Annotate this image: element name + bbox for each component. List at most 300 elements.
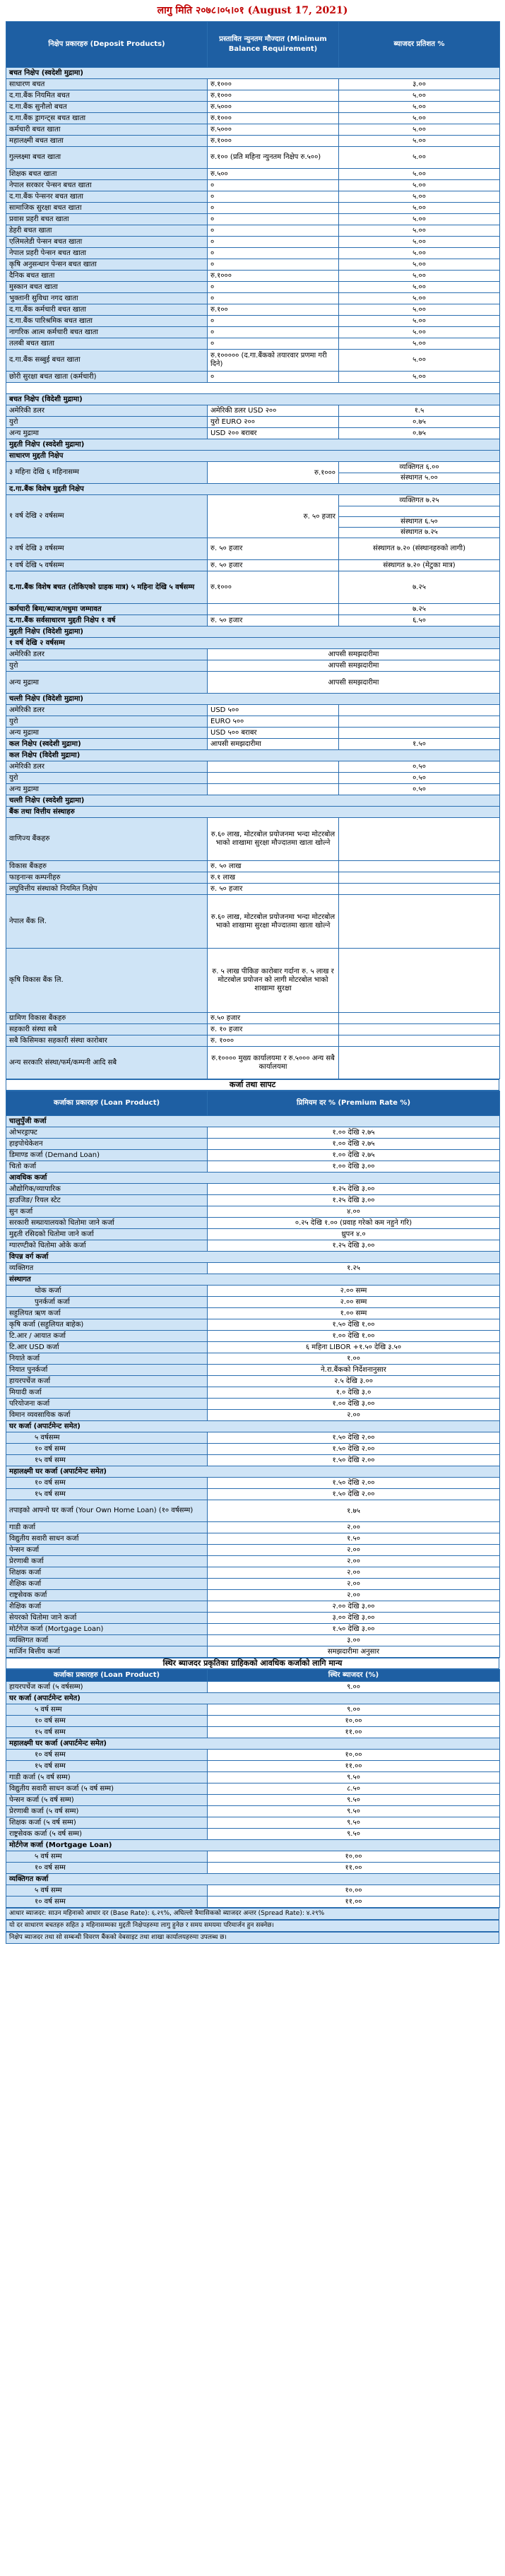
product-name: मियादी कर्जा [6,1387,208,1399]
product-name: हाउजिङ/ रियल स्टेट [6,1195,208,1206]
product-name: हायरपर्चेज कर्जा [6,1376,208,1387]
loan-row [6,1489,500,1500]
deposit-row [6,495,500,538]
rate-value: ५.०० [339,338,500,350]
product-name: १० वर्ष सम्म [6,1478,208,1489]
deposit-row [6,248,500,259]
rate-value: २.०० [208,1579,500,1590]
deposit-row [6,1024,500,1035]
product-name: डेहरी बचत खाता [6,225,208,237]
rate-value: ५.०० [339,214,500,225]
rate-value: १.२५ [208,1263,500,1274]
rate-value: संस्थागत ७.२० (संस्थानहरुको लागी) [339,538,500,560]
loan-row [6,1139,500,1150]
loan-row [6,1240,500,1252]
rate-value: समझदारीमा अनुसार [208,1646,500,1658]
deposit-row [6,304,500,316]
deposit-rates-table [6,21,500,1079]
rate-value: १.५० देखि ३.०० [208,1624,500,1635]
fixed-rate-row [6,1885,500,1897]
deposit-row [6,102,500,113]
product-name: अन्य सरकारि संस्था/फर्म/कम्पनी आदि सबै [6,1047,208,1079]
product-name: ५ वर्ष सम्म [6,1704,208,1716]
section-heading: बैंक तथा वित्तीय संस्थाहरु [6,807,500,818]
rate-value: २.०० देखि ३.०० [208,1601,500,1613]
min-balance: ० [208,203,339,214]
blank-row [6,383,500,394]
deposit-row [6,136,500,147]
rate-value: २.०० सम्म [208,1297,500,1308]
loan-row [6,1218,500,1229]
rate-value: १.५० देखि २.०० [208,1489,500,1500]
product-name: विद्युतीय सवारी साधन कर्जा [6,1533,208,1545]
deposit-row [6,761,500,773]
rate-value: ३.०० देखि ३.०० [208,1613,500,1624]
product-name: १० वर्ष सम्म [6,1897,208,1908]
col-premium-rate: प्रिमियम दर % (Premium Rate %) [208,1091,500,1116]
rate-value: ५.०० [339,316,500,327]
min-balance: USD ५०० [208,705,339,716]
rate-value: ०.५० [339,773,500,784]
min-balance: रु. ५ लाख पीकिङ कारोबार गर्दाना रु. ५ लाख र मोटरबोल प्रयोजन को लागी मोटरबोल भाको शाखामा सुरक्षा [208,949,339,1013]
section-heading: मुद्दती निक्षेप (विदेशी मुद्रामा) [6,627,500,638]
deposit-row [6,615,500,627]
min-balance: रु.१००० [208,113,339,124]
product-name: वाणिज्य बैंकहरु [6,818,208,861]
product-name: मोर्टगेज कर्जा (Mortgage Loan) [6,1624,208,1635]
fixed-rate-row [6,1897,500,1908]
deposit-row [6,560,500,571]
rate-value [339,884,500,895]
product-name: १० वर्ष सम्म [6,1716,208,1727]
rate-value [339,1013,500,1024]
rate-value: २.०० [208,1522,500,1533]
deposit-row [6,705,500,716]
product-name: महालक्ष्मी बचत खाता [6,136,208,147]
min-balance: रु.१०००० मुख्य कार्यालयमा र रु.५००० अन्य सबै कार्यालयमा [208,1047,339,1079]
section-heading: घर कर्जा (अपार्टमेन्ट समेत) [6,1421,500,1432]
product-name: थोक कर्जा [6,1286,208,1297]
section-heading: व्यक्तिगत कर्जा [6,1874,500,1885]
loan-row [6,1545,500,1556]
min-balance: रु. ५० लाख [208,861,339,872]
rate-value: ५.०० [339,136,500,147]
rate-value [339,716,500,728]
product-name: १५ वर्ष सम्म [6,1761,208,1772]
loan-row [6,1646,500,1658]
loan-row [6,1432,500,1444]
min-balance: रु.६० लाख, मोटरबोल प्रयोजनमा भन्दा मोटरबोल भाको शाखामा सुरक्षा मौज्दातमा खाता खोल्ने [208,895,339,949]
deposit-row [6,79,500,90]
rate-value: ९.५० [208,1806,500,1817]
rate-value: १.५० [208,1533,500,1545]
min-balance: ० [208,214,339,225]
rate-value: थ्रुपन ४.० [208,1229,500,1240]
loan-row [6,1444,500,1455]
product-name: प्रेरणाबी कर्जा [6,1556,208,1567]
product-name: युरो [6,716,208,728]
deposit-row [6,949,500,1013]
product-name: कृषि विकास बैंक लि. [6,949,208,1013]
min-balance: ० [208,338,339,350]
rate-value: ५.०० [339,304,500,316]
col-fixed-loan-product: कर्जाका प्रकारहरु (Loan Product) [6,1670,208,1682]
loan-row [6,1376,500,1387]
product-name: सबै किसिमका सहकारी संस्था कारोबार [6,1035,208,1047]
rate-value: आपसी समझदारीमा [208,672,500,694]
loan-premium-table [6,1091,500,1658]
min-balance: रु. १००० [208,1035,339,1047]
section-heading: बचत निक्षेप (स्वदेशी मुद्रामा) [6,68,500,79]
loan-row [6,1533,500,1545]
rate-value: ०.५० [339,784,500,795]
product-name: भुक्तानी सुविधा नगद खाता [6,293,208,304]
deposit-row [6,649,500,660]
section-heading: कल निक्षेप (विदेशी मुद्रामा) [6,750,500,761]
section-heading: संस्थागत [6,1274,500,1286]
rate-value [339,949,500,1013]
deposit-row [6,462,500,484]
product-name: पेन्सन कर्जा [6,1545,208,1556]
deposit-row [6,694,500,705]
product-name: नागरिक आत्म कर्मचारी बचत खाता [6,327,208,338]
section-heading: द.गा.बैंक विशेष मुद्दती निक्षेप [6,484,500,495]
product-name: टि.आर USD कर्जा [6,1342,208,1353]
min-balance: ० [208,316,339,327]
product-name: अमेरिकी डलर [6,705,208,716]
min-balance: रु.५००० [208,102,339,113]
product-name: औद्योगिक/व्यापारिक [6,1184,208,1195]
col-fixed-rate: स्थिर ब्याजदर (%) [208,1670,500,1682]
rate-value: ने.रा.बैंकको निर्देशनानुसार [208,1365,500,1376]
rate-value: ०.७५ [339,417,500,428]
loan-row [6,1455,500,1466]
product-name: १० वर्ष सम्म [6,1444,208,1455]
product-name: सहकारी संस्था सबै [6,1024,208,1035]
product-name: विमान व्यवसायिक कर्जा [6,1410,208,1421]
rate-value: १.२५ देखि ३.०० [208,1240,500,1252]
rate-value: ७.२५ [339,604,500,615]
rate-value: ०.२५ देखि १.०० (प्रवाह गरेको कम नहुने गरि) [208,1218,500,1229]
deposit-row [6,271,500,282]
section-heading: मोर्टगेज कर्जा (Mortgage Loan) [6,1840,500,1851]
rate-value: २.०० [208,1567,500,1579]
rate-value: ५.०० [339,124,500,136]
rate-value: १.०० देखि ३.०० [208,1399,500,1410]
deposit-row [6,728,500,739]
section-heading: चल्ती निक्षेप (स्वदेशी मुद्रामा) [6,795,500,807]
product-name: कृषि अनुसन्धान पेन्सन बचत खाता [6,259,208,271]
deposit-row [6,338,500,350]
fixed-rate-row [6,1704,500,1716]
loan-row [6,1127,500,1139]
rate-value: ११.०० [208,1863,500,1874]
rate-value: ०.७५ [339,428,500,439]
product-name: राष्ट्रसेवक कर्जा (५ वर्ष सम्म) [6,1829,208,1840]
footnote: निक्षेप ब्याजदर तथा सो सम्बन्धी विवरण बैंकको वेबसाइट तथा शाखा कार्यालयहरुमा उपलब्ध छ। [6,1932,499,1944]
col-deposit-products: निक्षेप प्रकारहरु (Deposit Products) [6,22,208,68]
deposit-row [6,795,500,807]
loan-row [6,1421,500,1432]
loan-row [6,1478,500,1489]
rate-value [339,895,500,949]
min-balance: युरो EURO २०० [208,417,339,428]
deposit-row [6,861,500,872]
deposit-rows [6,68,500,1079]
rate-value: ५.०० [339,237,500,248]
product-name: १५ वर्ष सम्म [6,1727,208,1738]
min-balance: ० [208,237,339,248]
product-name: ग्यारण्टीको धितोमा ओके कर्जा [6,1240,208,1252]
rate-value: २.०० [208,1545,500,1556]
fixed-rate-row [6,1840,500,1851]
min-balance: अमेरिकी डलर USD २०० [208,405,339,417]
deposit-row [6,372,500,383]
product-name: हायरपर्चेज कर्जा (५ वर्षसम्म) [6,1682,208,1693]
rate-value: १.०० देखि २.७५ [208,1127,500,1139]
product-name: कृषि कर्जा (सहुलियत बाहेक) [6,1319,208,1331]
fixed-rate-row [6,1851,500,1863]
fixed-rate-section-title: स्थिर ब्याजदर प्रकृतिका ग्राहिकको आवधिक कर्जाको लागि मान्य [6,1658,499,1669]
product-name: गाडी कर्जा (५ वर्ष सम्म) [6,1772,208,1783]
product-name: गुल्लक्ष्मा बचत खाता [6,147,208,169]
loan-row [6,1365,500,1376]
min-balance [208,784,339,795]
rate-value: ५.०० [339,248,500,259]
loan-row [6,1150,500,1161]
fixed-rate-row [6,1761,500,1772]
rate-value: १०.०० [208,1716,500,1727]
deposit-row [6,571,500,604]
rate-value: ५.०० [339,102,500,113]
rate-value-line: संस्थागत ६.५० [339,517,499,528]
col-interest-rate: ब्याजदर प्रतिशत % [339,22,500,68]
min-balance: रु.१००० [208,571,339,604]
loan-rows [6,1116,500,1658]
deposit-row [6,1047,500,1079]
product-name: नियाते कर्जा [6,1353,208,1365]
deposit-row [6,884,500,895]
rate-value: २.५ देखि ३.०० [208,1376,500,1387]
product-name: दैनिक बचत खाता [6,271,208,282]
deposit-row [6,383,500,394]
deposit-row [6,237,500,248]
loan-row [6,1342,500,1353]
rate-value-line: व्यक्तिगत ७.२५ [339,496,499,506]
rate-value: ५.०० [339,191,500,203]
min-balance [208,761,339,773]
rate-value: ५.०० [339,293,500,304]
deposit-row [6,327,500,338]
deposit-row [6,428,500,439]
product-name: १० वर्ष सम्म [6,1863,208,1874]
rate-value [339,818,500,861]
col-minimum-balance: प्रस्तावित न्युनतम मौज्दात (Minimum Balance Requirement) [208,22,339,68]
rate-value: आपसी समझदारीमा [208,649,500,660]
rate-value: १.०० देखि १.०० [208,1331,500,1342]
rate-value-line: संस्थागत ५.०० [400,473,438,482]
product-name: डिमाण्ड कर्जा (Demand Loan) [6,1150,208,1161]
rate-value: १.५० देखि २.०० [208,1478,500,1489]
deposit-row [6,739,500,750]
min-balance: रु. ५० हजार [208,560,339,571]
rate-value: १.०० देखि २.७५ [208,1139,500,1150]
rate-value: ६ महिना LIBOR +१.५० देखि ३.५० [208,1342,500,1353]
loan-row [6,1466,500,1478]
fixed-rate-row [6,1693,500,1704]
fixed-rate-row [6,1829,500,1840]
min-balance: USD ५०० बराबर [208,728,339,739]
min-balance: रु.१०० (प्रति महिना न्युनतम निक्षेप रु.५००) [208,147,339,169]
rate-value: ११.०० [208,1897,500,1908]
product-name: अमेरिकी डलर [6,405,208,417]
loan-row [6,1286,500,1297]
product-name: शैक्षिक कर्जा [6,1601,208,1613]
product-name: नियात पुनर्कर्जा [6,1365,208,1376]
section-heading: कर्मचारी बिमा/ब्याज/मधुमा जम्मावत [6,604,208,615]
deposit-row [6,180,500,191]
product-name: १ वर्ष देखि २ वर्षसम्म [6,495,208,538]
fixed-rate-row [6,1795,500,1806]
min-balance: ० [208,248,339,259]
loan-row [6,1387,500,1399]
product-name: १ वर्ष देखि ५ वर्षसम्म [6,560,208,571]
product-name: नेपाल सरकार पेन्सन बचत खाता [6,180,208,191]
rate-value: १.५० देखि २.०० [208,1432,500,1444]
product-name: राष्ट्रसेवक कर्जा [6,1590,208,1601]
fixed-rate-row [6,1783,500,1795]
fixed-rate-row [6,1806,500,1817]
loan-row [6,1184,500,1195]
rate-value [339,728,500,739]
product-name: युरो [6,773,208,784]
loan-row [6,1263,500,1274]
product-name: द.गा.बैंक विशेष बचत (तोकिएको ग्राहक मात्र) ५ महिना देखि ५ वर्षसम्म [6,571,208,604]
product-name: व्यक्तिगत कर्जा [6,1635,208,1646]
rate-value: आपसी समझदारीमा [208,660,500,672]
deposit-row [6,773,500,784]
rate-value: १.०० [208,1353,500,1365]
loan-section-title: कर्जा तथा सापट [6,1079,499,1091]
min-balance: ० [208,225,339,237]
section-heading: महालक्ष्मी घर कर्जा (अपार्टमेन्ट समेत) [6,1466,500,1478]
deposit-row [6,538,500,560]
min-balance: रु. ५० हजार [208,538,339,560]
deposit-row [6,872,500,884]
loan-row [6,1297,500,1308]
rate-value: संस्थागत ७.२० (मेटुका मात्र) [339,560,500,571]
rate-value: ५.०० [339,203,500,214]
fixed-rows [6,1682,500,1908]
rate-value: ९.०० [208,1682,500,1693]
section-heading: आवधिक कर्जा [6,1173,500,1184]
product-name: १५ वर्ष सम्म [6,1489,208,1500]
product-name: हाइपोथेकेशन [6,1139,208,1150]
rate-value: ५.०० [339,271,500,282]
product-name: २ वर्ष देखि ३ वर्षसम्म [6,538,208,560]
rate-value: ४.०० [208,1206,500,1218]
product-name: कल निक्षेप (स्वदेशी मुद्रामा) [6,739,208,750]
loan-row [6,1399,500,1410]
rate-value [339,1024,500,1035]
deposit-row [6,293,500,304]
product-name: चितो कर्जा [6,1161,208,1173]
product-name: मार्जिन बित्तीय कर्जा [6,1646,208,1658]
rate-value: २.०० [208,1410,500,1421]
product-name: अमेरिकी डलर [6,649,208,660]
min-balance: रु. ५० हजार [208,615,339,627]
rate-value: ६.५० [339,615,500,627]
min-balance: रु.१००० [208,90,339,102]
rate-value: ५.०० [339,225,500,237]
footnote: आधार ब्याजदर: साउन महिनाको आधार दर (Base Rate): ६.२९%, अघिल्लो त्रैमासिकको ब्याजदर अन्तर (Spread Rate): ४.२९% [6,1908,499,1920]
product-name: द.गा.बैंक ड्रागन्ट्स बचत खाता [6,113,208,124]
product-name: पेन्सन कर्जा (५ वर्ष सम्म) [6,1795,208,1806]
deposit-row [6,1013,500,1024]
min-balance: रु.१००० [208,79,339,90]
deposit-row [6,439,500,451]
deposit-row [6,807,500,818]
product-name: सहुलियत ऋण कर्जा [6,1308,208,1319]
rate-value: २.०० [208,1590,500,1601]
min-balance: रु. ५० हजार [208,884,339,895]
rate-value [339,1047,500,1079]
deposit-row [6,225,500,237]
deposit-row [6,147,500,169]
rate-value: ९.५० [208,1795,500,1806]
product-name: विद्युतीय सवारी साधन कर्जा (५ वर्ष सम्म) [6,1783,208,1795]
loan-row [6,1319,500,1331]
product-name: विकास बैंकहरु [6,861,208,872]
loan-row [6,1206,500,1218]
deposit-row [6,68,500,79]
rate-value [339,705,500,716]
min-balance: रु.५०० [208,169,339,180]
product-name: द.गा.बैंक सुनौलो बचत [6,102,208,113]
deposit-row [6,405,500,417]
product-name: परियोजना कर्जा [6,1399,208,1410]
rate-value-line: व्यक्तिगत ६.०० [339,463,499,473]
rate-value: १०.०० [208,1750,500,1761]
loan-row [6,1116,500,1127]
deposit-row [6,1035,500,1047]
deposit-row [6,750,500,761]
deposit-row [6,451,500,462]
loan-row [6,1229,500,1240]
min-balance: ० [208,293,339,304]
loan-row [6,1331,500,1342]
loan-row [6,1353,500,1365]
rate-value: ३.०० [339,79,500,90]
min-balance: रु. १० हजार [208,1024,339,1035]
deposit-row [6,716,500,728]
loan-row [6,1613,500,1624]
rate-value: ९.५० [208,1829,500,1840]
loan-row [6,1173,500,1184]
rate-value: ८.५० [208,1783,500,1795]
rate-value: १.२५ देखि ३.०० [208,1184,500,1195]
deposit-row [6,124,500,136]
rate-value: ५.०० [339,372,500,383]
rate-value: ५.०० [339,147,500,169]
product-name: द.गा.बैंक नियमित बचत [6,90,208,102]
product-name: द.गा.बैंक पारिश्रमिक बचत खाता [6,316,208,327]
rate-value: १.५० देखि २.०० [208,1455,500,1466]
rate-value: ९.५० [208,1817,500,1829]
product-name: छोरी सुरक्षा बचत खाता (कर्मचारी) [6,372,208,383]
loan-row [6,1161,500,1173]
section-heading: घर कर्जा (अपार्टमेन्ट समेत) [6,1693,500,1704]
